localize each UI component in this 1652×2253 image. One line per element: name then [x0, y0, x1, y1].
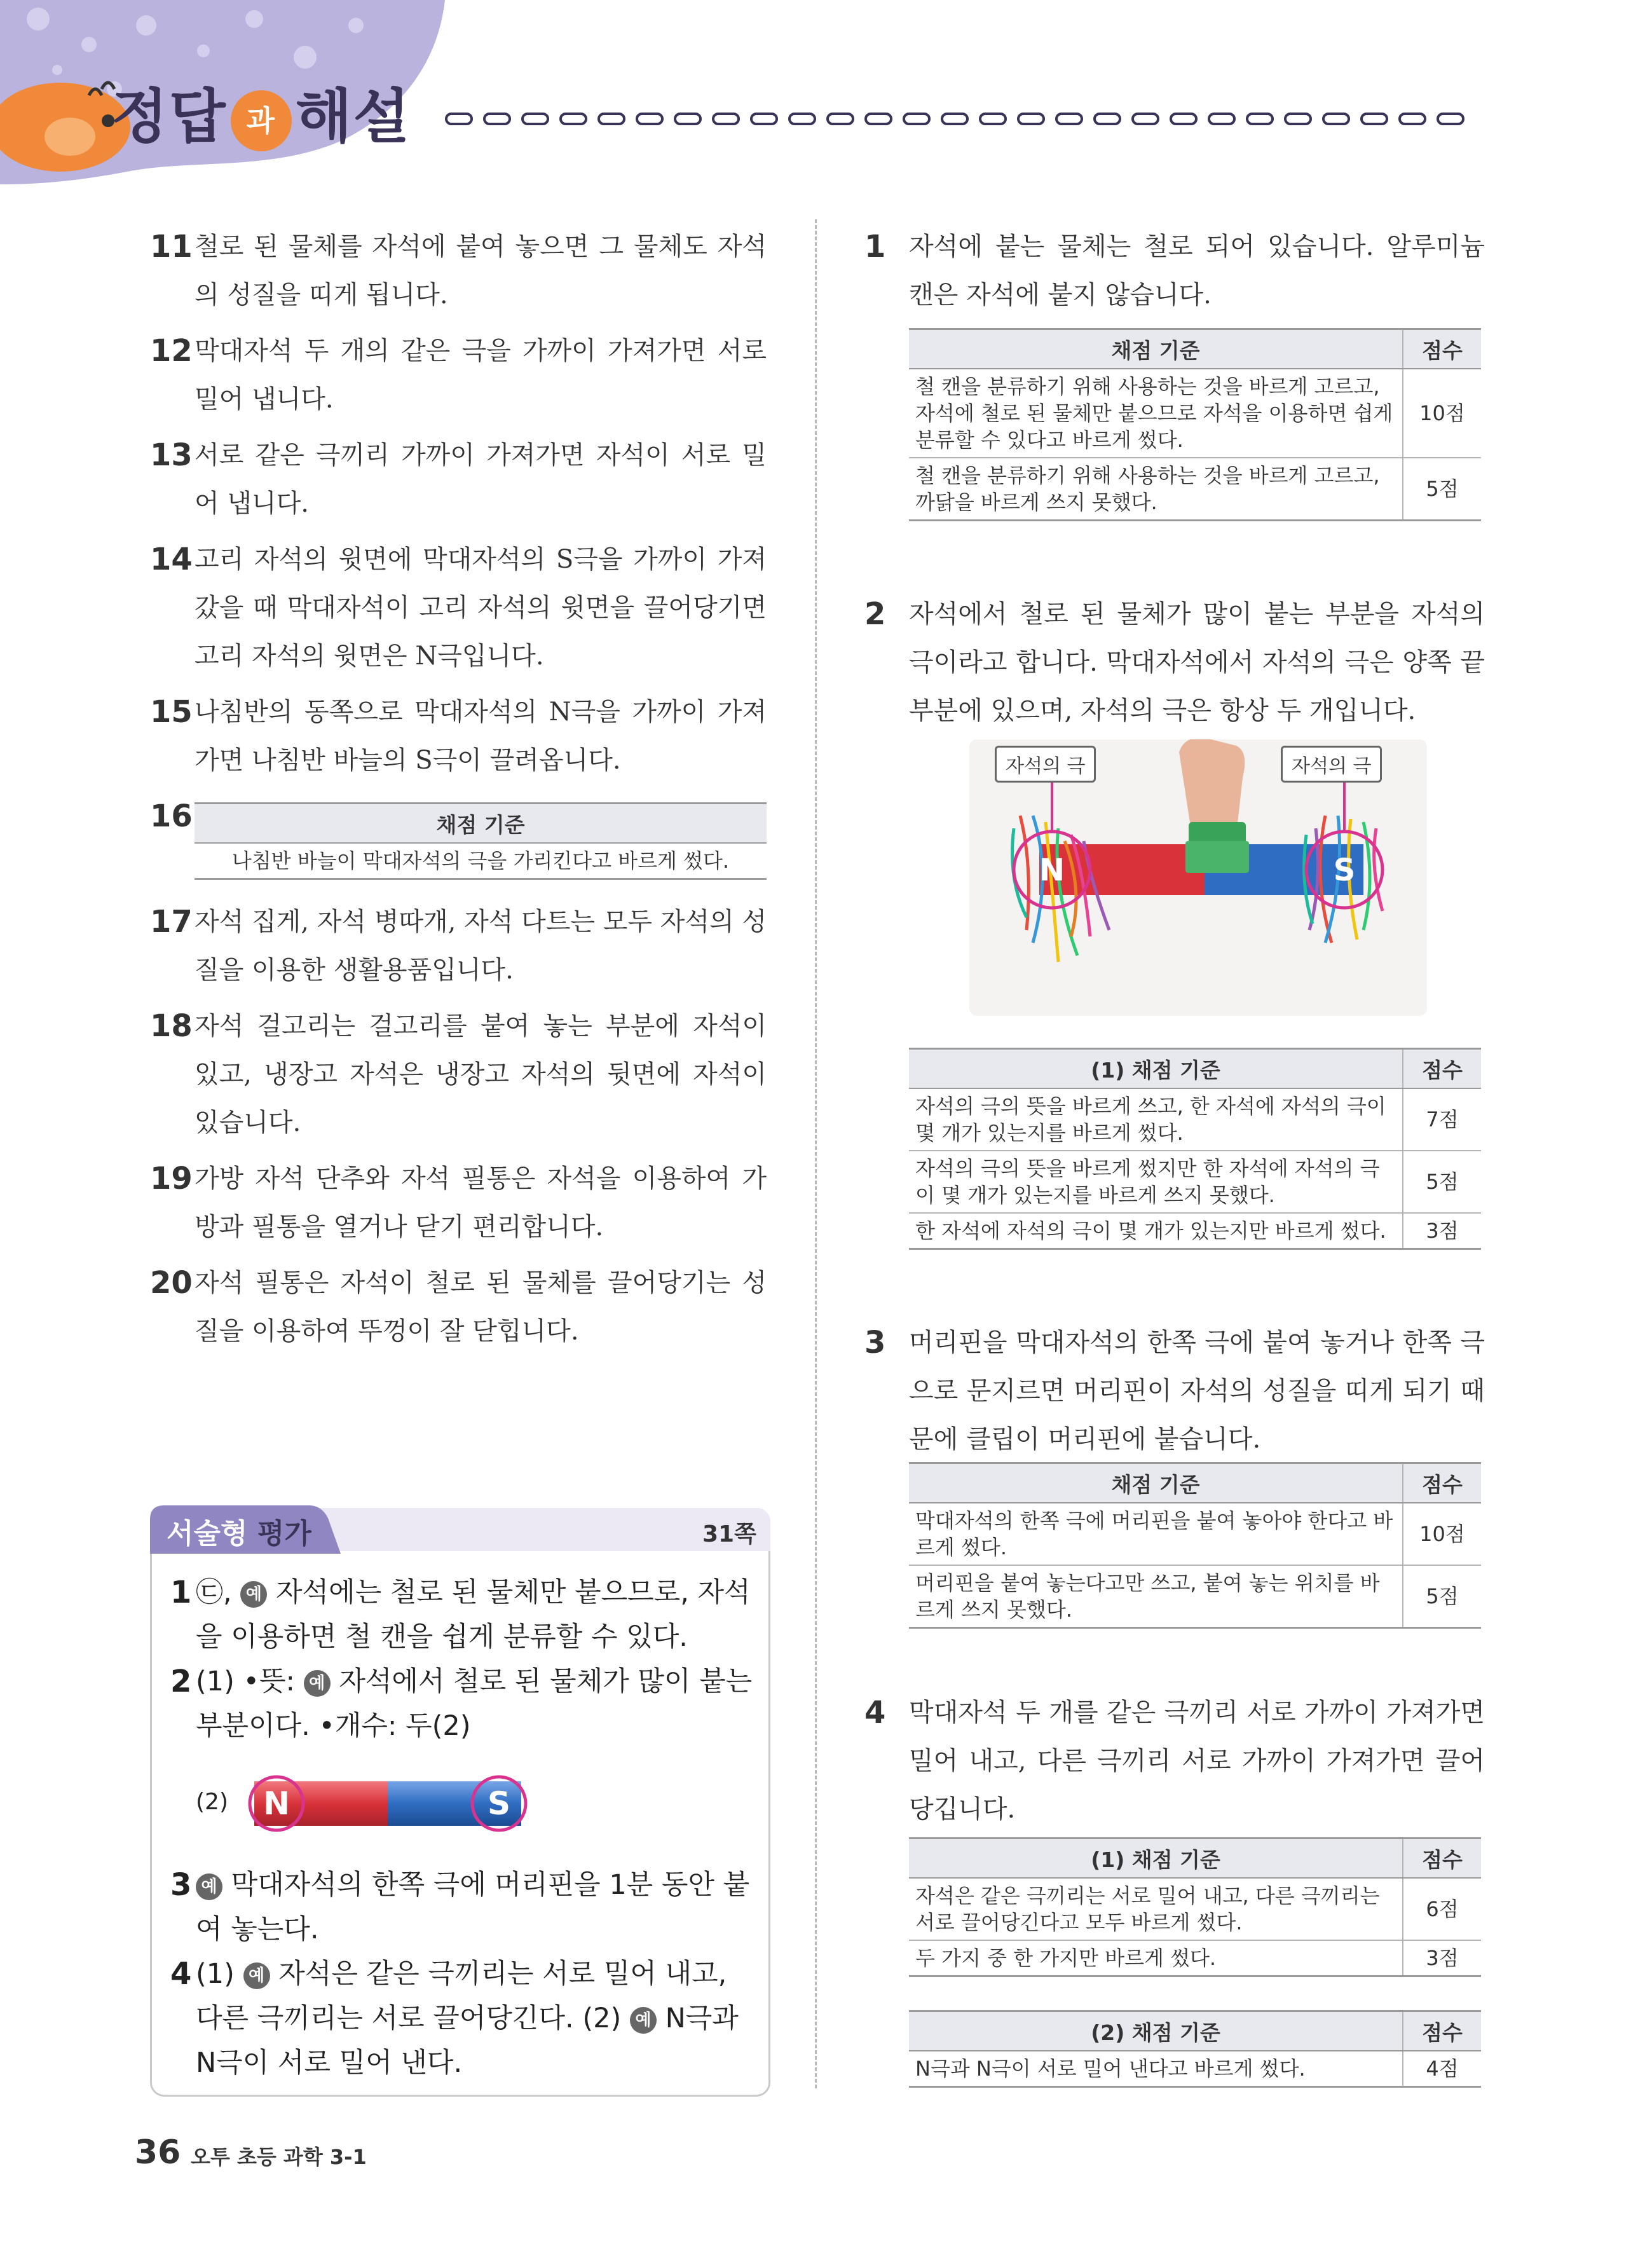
item-number: 15	[150, 694, 193, 730]
rubric-score: 5점	[1403, 458, 1481, 521]
rubric-header: (1) 채점 기준	[909, 1049, 1403, 1089]
answer-item-18	[150, 1002, 767, 1147]
essay-answer-number: 3	[170, 1867, 192, 1903]
essay-title-b: 평가	[257, 1517, 311, 1550]
item-number: 14	[150, 542, 193, 577]
photo-south-label: S	[1333, 853, 1356, 888]
rubric-criterion: 막대자석의 한쪽 극에 머리핀을 붙여 놓아야 한다고 바르게 썼다.	[909, 1503, 1403, 1565]
item-text: 가방 자석 단추와 자석 필통은 자석을 이용하여 가방과 필통을 열거나 닫기 편리합니다.	[195, 1164, 767, 1242]
title-part2: 해설	[295, 83, 411, 151]
rubric-score: 5점	[1403, 1151, 1481, 1213]
example-mark: 예	[196, 1873, 222, 1900]
essay-answer-2-sub: (2)	[196, 1789, 228, 1815]
item-text: 막대자석 두 개의 같은 극을 가까이 가져가면 서로 밀어 냅니다.	[195, 336, 767, 414]
rubric-table-q3	[909, 1462, 1481, 1629]
rubric-score: 10점	[1403, 369, 1481, 458]
rubric-header: (2) 채점 기준	[909, 2011, 1403, 2051]
rubric-score: 10점	[1403, 1503, 1481, 1565]
item-number: 1	[864, 229, 886, 264]
magnet-with-clips-photo	[969, 739, 1427, 1016]
rubric-score: 4점	[1403, 2051, 1481, 2087]
essay-answer-2	[170, 1659, 755, 1748]
item-text: 자석에서 철로 된 물체가 많이 붙는 부분을 자석의 극이라고 합니다. 막대자석에서 자석의 극은 양쪽 끝부분에 있으며, 자석의 극은 항상 두 개입니다.	[909, 599, 1485, 725]
item-text: 자석 걸고리는 걸고리를 붙여 놓는 부분에 자석이 있고, 냉장고 자석은 냉장고 자석의 뒷면에 자석이 있습니다.	[195, 1011, 767, 1137]
item-number: 4	[864, 1695, 886, 1730]
example-mark: 예	[630, 2007, 657, 2034]
rubric-header: 채점 기준	[909, 329, 1403, 369]
essay-answer-4	[170, 1952, 755, 2085]
rubric-table-q2	[909, 1048, 1481, 1250]
photo-label-left: 자석의 극	[995, 746, 1096, 783]
item-number: 2	[864, 596, 886, 632]
rubric-row: 나침반 바늘이 막대자석의 극을 가리킨다고 바르게 썼다.	[195, 843, 767, 879]
book-title: 오투 초등 과학 3-1	[191, 2145, 367, 2169]
answer-item-13	[150, 431, 767, 528]
rubric-score-header: 점수	[1403, 329, 1481, 369]
rubric-score-header: 점수	[1403, 1463, 1481, 1503]
answer-item-12	[150, 327, 767, 423]
answer-item-20	[150, 1259, 767, 1355]
essay-title-a: 서술형	[167, 1517, 248, 1550]
title-circle: 과	[231, 90, 292, 151]
answer-item-17	[150, 898, 767, 994]
answer-choice: ㉢,	[196, 1577, 232, 1608]
item-number: 18	[150, 1008, 193, 1044]
rubric-criterion: 머리핀을 붙여 놓는다고만 쓰고, 붙여 놓는 위치를 바르게 쓰지 못했다.	[909, 1565, 1403, 1628]
essay-page-ref: 31쪽	[702, 1521, 756, 1547]
answer-sub-label: (1) •뜻:	[196, 1666, 295, 1697]
essay-answer-text: N극과 N극이 서로 밀어 낸다.	[196, 2003, 739, 2079]
answer-sub-label: (1)	[196, 1958, 235, 1990]
item-text: 고리 자석의 윗면에 막대자석의 S극을 가까이 가져갔을 때 막대자석이 고리 자석의 윗면을 끌어당기면 고리 자석의 윗면은 N극입니다.	[195, 545, 767, 671]
south-pole-label: S	[487, 1785, 511, 1822]
photo-label-right: 자석의 극	[1281, 746, 1382, 783]
rubric-score-header: 점수	[1403, 1839, 1481, 1879]
rubric-criterion: 한 자석에 자석의 극이 몇 개가 있는지만 바르게 썼다.	[909, 1213, 1403, 1249]
rubric-header: (1) 채점 기준	[909, 1839, 1403, 1879]
answer-q4	[864, 1688, 1485, 1833]
rubric-criterion: 자석은 같은 극끼리는 서로 밀어 내고, 다른 극끼리는 서로 끌어당긴다고 모두 바르게 썼다.	[909, 1878, 1403, 1940]
rubric-header: 채점 기준	[195, 804, 767, 844]
rubric-score: 5점	[1403, 1565, 1481, 1628]
essay-answer-text: 자석에서 철로 된 물체가 많이 붙는 부분이다. •개수: 두(2)	[196, 1666, 753, 1742]
item-number: 20	[150, 1265, 193, 1301]
example-mark: 예	[243, 1962, 270, 1989]
photo-north-label: N	[1039, 853, 1065, 888]
essay-answer-number: 4	[170, 1956, 192, 1992]
item-text: 철로 된 물체를 자석에 붙여 놓으면 그 물체도 자석의 성질을 띠게 됩니다.	[195, 232, 767, 310]
item-text: 서로 같은 극끼리 가까이 가져가면 자석이 서로 밀어 냅니다.	[195, 441, 767, 518]
rubric-score-header: 점수	[1403, 1049, 1481, 1089]
essay-title	[167, 1510, 311, 1551]
column-divider	[815, 219, 817, 2088]
essay-answer-3	[170, 1863, 755, 1952]
rubric-score: 3점	[1403, 1940, 1481, 1976]
example-mark: 예	[240, 1581, 267, 1608]
item-number: 16	[150, 798, 193, 834]
rubric-header: 채점 기준	[909, 1463, 1403, 1503]
answer-q2	[864, 590, 1485, 735]
rubric-criterion: 자석의 극의 뜻을 바르게 썼지만 한 자석에 자석의 극이 몇 개가 있는지를 바르게 쓰지 못했다.	[909, 1151, 1403, 1213]
rubric-criterion: 자석의 극의 뜻을 바르게 쓰고, 한 자석에 자석의 극이 몇 개가 있는지를 바르게 썼다.	[909, 1088, 1403, 1151]
item-number: 12	[150, 333, 193, 369]
essay-answer-1	[170, 1570, 755, 1659]
item-number: 17	[150, 904, 193, 940]
answer-item-15	[150, 688, 767, 784]
answer-item-19	[150, 1154, 767, 1251]
essay-answer-number: 2	[170, 1664, 192, 1699]
example-mark: 예	[304, 1670, 331, 1697]
rubric-criterion: 철 캔을 분류하기 위해 사용하는 것을 바르게 고르고, 자석에 철로 된 물체만 붙으므로 자석을 이용하면 쉽게 분류할 수 있다고 바르게 썼다.	[909, 369, 1403, 458]
essay-answer-number: 1	[170, 1575, 192, 1610]
answer-item-14	[150, 535, 767, 680]
essay-answer-text: 자석은 같은 극끼리는 서로 밀어 내고, 다른 극끼리는 서로 끌어당긴다. (2)	[196, 1958, 727, 2034]
essay-answer-text: 막대자석의 한쪽 극에 머리핀을 1분 동안 붙여 놓는다.	[196, 1869, 750, 1945]
rubric-criterion: 두 가지 중 한 가지만 바르게 썼다.	[909, 1940, 1403, 1976]
rubric-criterion: 철 캔을 분류하기 위해 사용하는 것을 바르게 고르고, 까닭을 바르게 쓰지 못했다.	[909, 458, 1403, 521]
essay-answer-text: 자석에는 철로 된 물체만 붙으므로, 자석을 이용하면 철 캔을 쉽게 분류할 수 있다.	[196, 1577, 751, 1653]
item-text: 머리핀을 막대자석의 한쪽 극에 붙여 놓거나 한쪽 극으로 문지르면 머리핀이 자석의 성질을 띠게 되기 때문에 클립이 머리핀에 붙습니다.	[909, 1328, 1485, 1454]
rubric-score: 6점	[1403, 1878, 1481, 1940]
rubric-score-header: 점수	[1403, 2011, 1481, 2051]
item-number: 11	[150, 229, 193, 264]
answer-q1	[864, 223, 1485, 319]
page-title	[111, 70, 411, 154]
item-text: 자석 집게, 자석 병따개, 자석 다트는 모두 자석의 성질을 이용한 생활용품입니다.	[195, 907, 767, 985]
item-text: 자석에 붙는 물체는 철로 되어 있습니다. 알루미늄 캔은 자석에 붙지 않습니다.	[909, 232, 1485, 310]
answer-q3	[864, 1318, 1485, 1463]
bar-magnet-diagram	[245, 1769, 531, 1839]
item-text: 막대자석 두 개를 같은 극끼리 서로 가까이 가져가면 밀어 내고, 다른 극끼리 서로 가까이 가져가면 끌어당깁니다.	[909, 1698, 1485, 1824]
rubric-table-q1	[909, 328, 1481, 521]
rubric-score: 3점	[1403, 1213, 1481, 1249]
north-pole-label: N	[263, 1785, 290, 1822]
rubric-table-q4-2	[909, 2010, 1481, 2088]
item-text: 나침반의 동쪽으로 막대자석의 N극을 가까이 가져가면 나침반 바늘의 S극이 끌려옵니다.	[195, 697, 767, 775]
page-number: 36	[135, 2133, 181, 2172]
answer-item-11	[150, 223, 767, 319]
rubric-criterion: N극과 N극이 서로 밀어 낸다고 바르게 썼다.	[909, 2051, 1403, 2087]
item-text: 자석 필통은 자석이 철로 된 물체를 끌어당기는 성질을 이용하여 뚜껑이 잘 닫힙니다.	[195, 1268, 767, 1346]
rubric-table-16	[195, 802, 767, 880]
header-dash-line	[445, 111, 1487, 128]
item-number: 3	[864, 1325, 886, 1360]
title-part1: 정답	[111, 83, 227, 151]
item-number: 13	[150, 437, 193, 473]
rubric-table-q4-1	[909, 1837, 1481, 1977]
item-number: 19	[150, 1161, 193, 1196]
rubric-score: 7점	[1403, 1088, 1481, 1151]
